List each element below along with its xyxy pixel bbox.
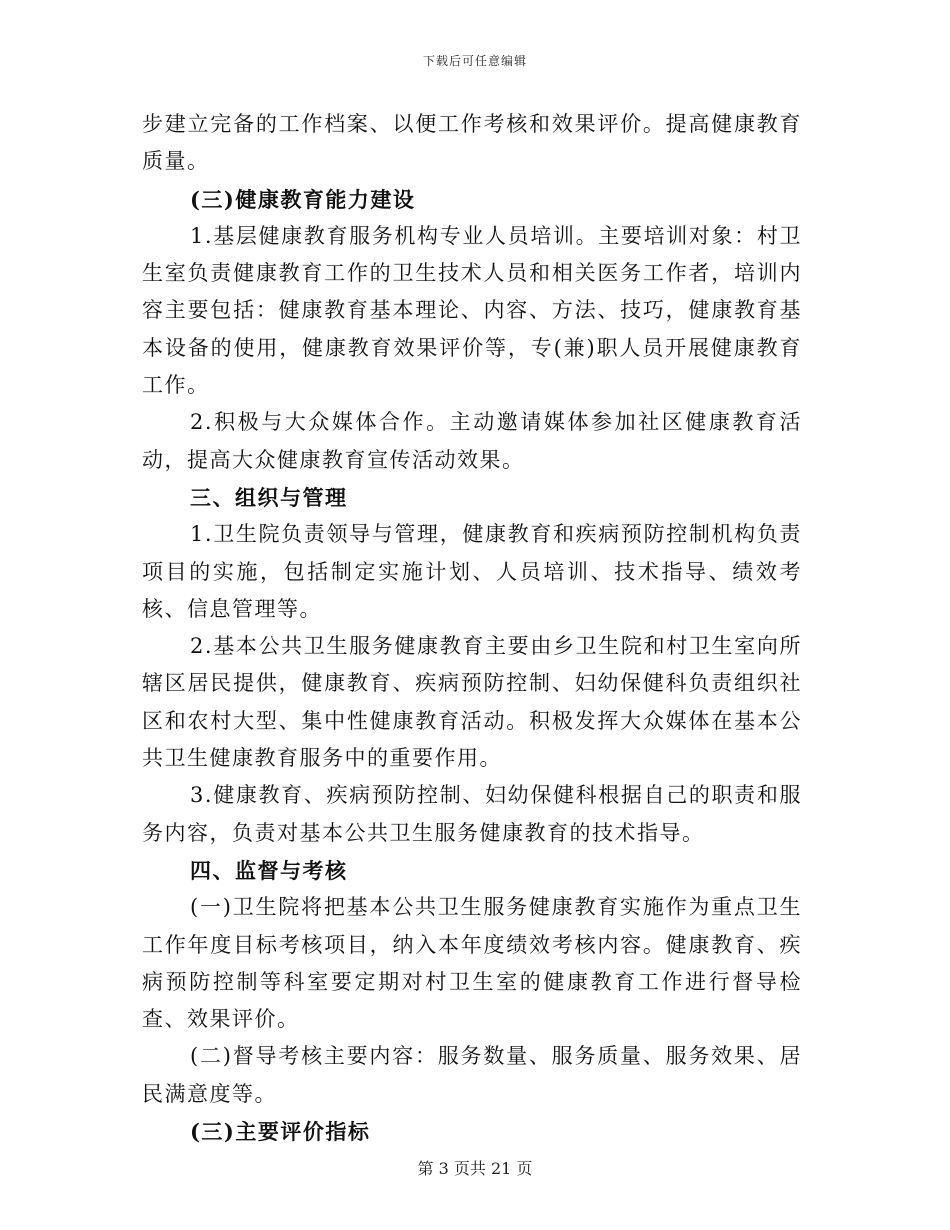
paragraph-service-provision: 2.基本公共卫生服务健康教育主要由乡卫生院和村卫生室向所辖区居民提供，健康教育、疾病预防控制、妇幼保健科负责组织社区和农村大型、集中性健康教育活动。积极发挥大众媒体在基本公共卫生健康教育服务中的重要作用。: [142, 634, 802, 771]
page-header: 下载后可任意编辑: [422, 54, 527, 68]
heading-capacity-building: (三)健康教育能力建设: [190, 186, 416, 212]
paragraph-leadership: 1.卫生院负责领导与管理，健康教育和疾病预防控制机构负责项目的实施，包括制定实施计划、人员培训、技术指导、绩效考核、信息管理等。: [142, 522, 802, 621]
paragraph-staff-training: 1.基层健康教育服务机构专业人员培训。主要培训对象：村卫生室负责健康教育工作的卫生技术人员和相关医务工作者，培训内容主要包括：健康教育基本理论、内容、方法、技巧，健康教育基本设备的使用，健康教育效果评价等，专(兼)职人员开展健康教育工作。: [142, 223, 802, 398]
heading-supervision-assessment: 四、监督与考核: [190, 857, 348, 883]
document-body: [142, 106, 802, 1150]
paragraph-annual-assessment: (一)卫生院将把基本公共卫生服务健康教育实施作为重点卫生工作年度目标考核项目，纳入本年度绩效考核内容。健康教育、疾病预防控制等科室要定期对村卫生室的健康教育工作进行督导检查、效果评价。: [142, 895, 802, 1032]
paragraph-technical-guidance: 3.健康教育、疾病预防控制、妇幼保健科根据自己的职责和服务内容，负责对基本公共卫生服务健康教育的技术指导。: [142, 783, 802, 845]
heading-evaluation-indicators: (三)主要评价指标: [190, 1119, 371, 1145]
heading-organization-management: 三、组织与管理: [190, 484, 348, 510]
paragraph-media-cooperation: 2.积极与大众媒体合作。主动邀请媒体参加社区健康教育活动，提高大众健康教育宣传活动效果。: [142, 410, 802, 472]
paragraph-assessment-content: (二)督导考核主要内容：服务数量、服务质量、服务效果、居民满意度等。: [142, 1044, 802, 1106]
page-footer: 第 3 页共 21 页: [417, 1159, 533, 1178]
paragraph-continuation: 步建立完备的工作档案、以便工作考核和效果评价。提高健康教育质量。: [142, 112, 802, 174]
